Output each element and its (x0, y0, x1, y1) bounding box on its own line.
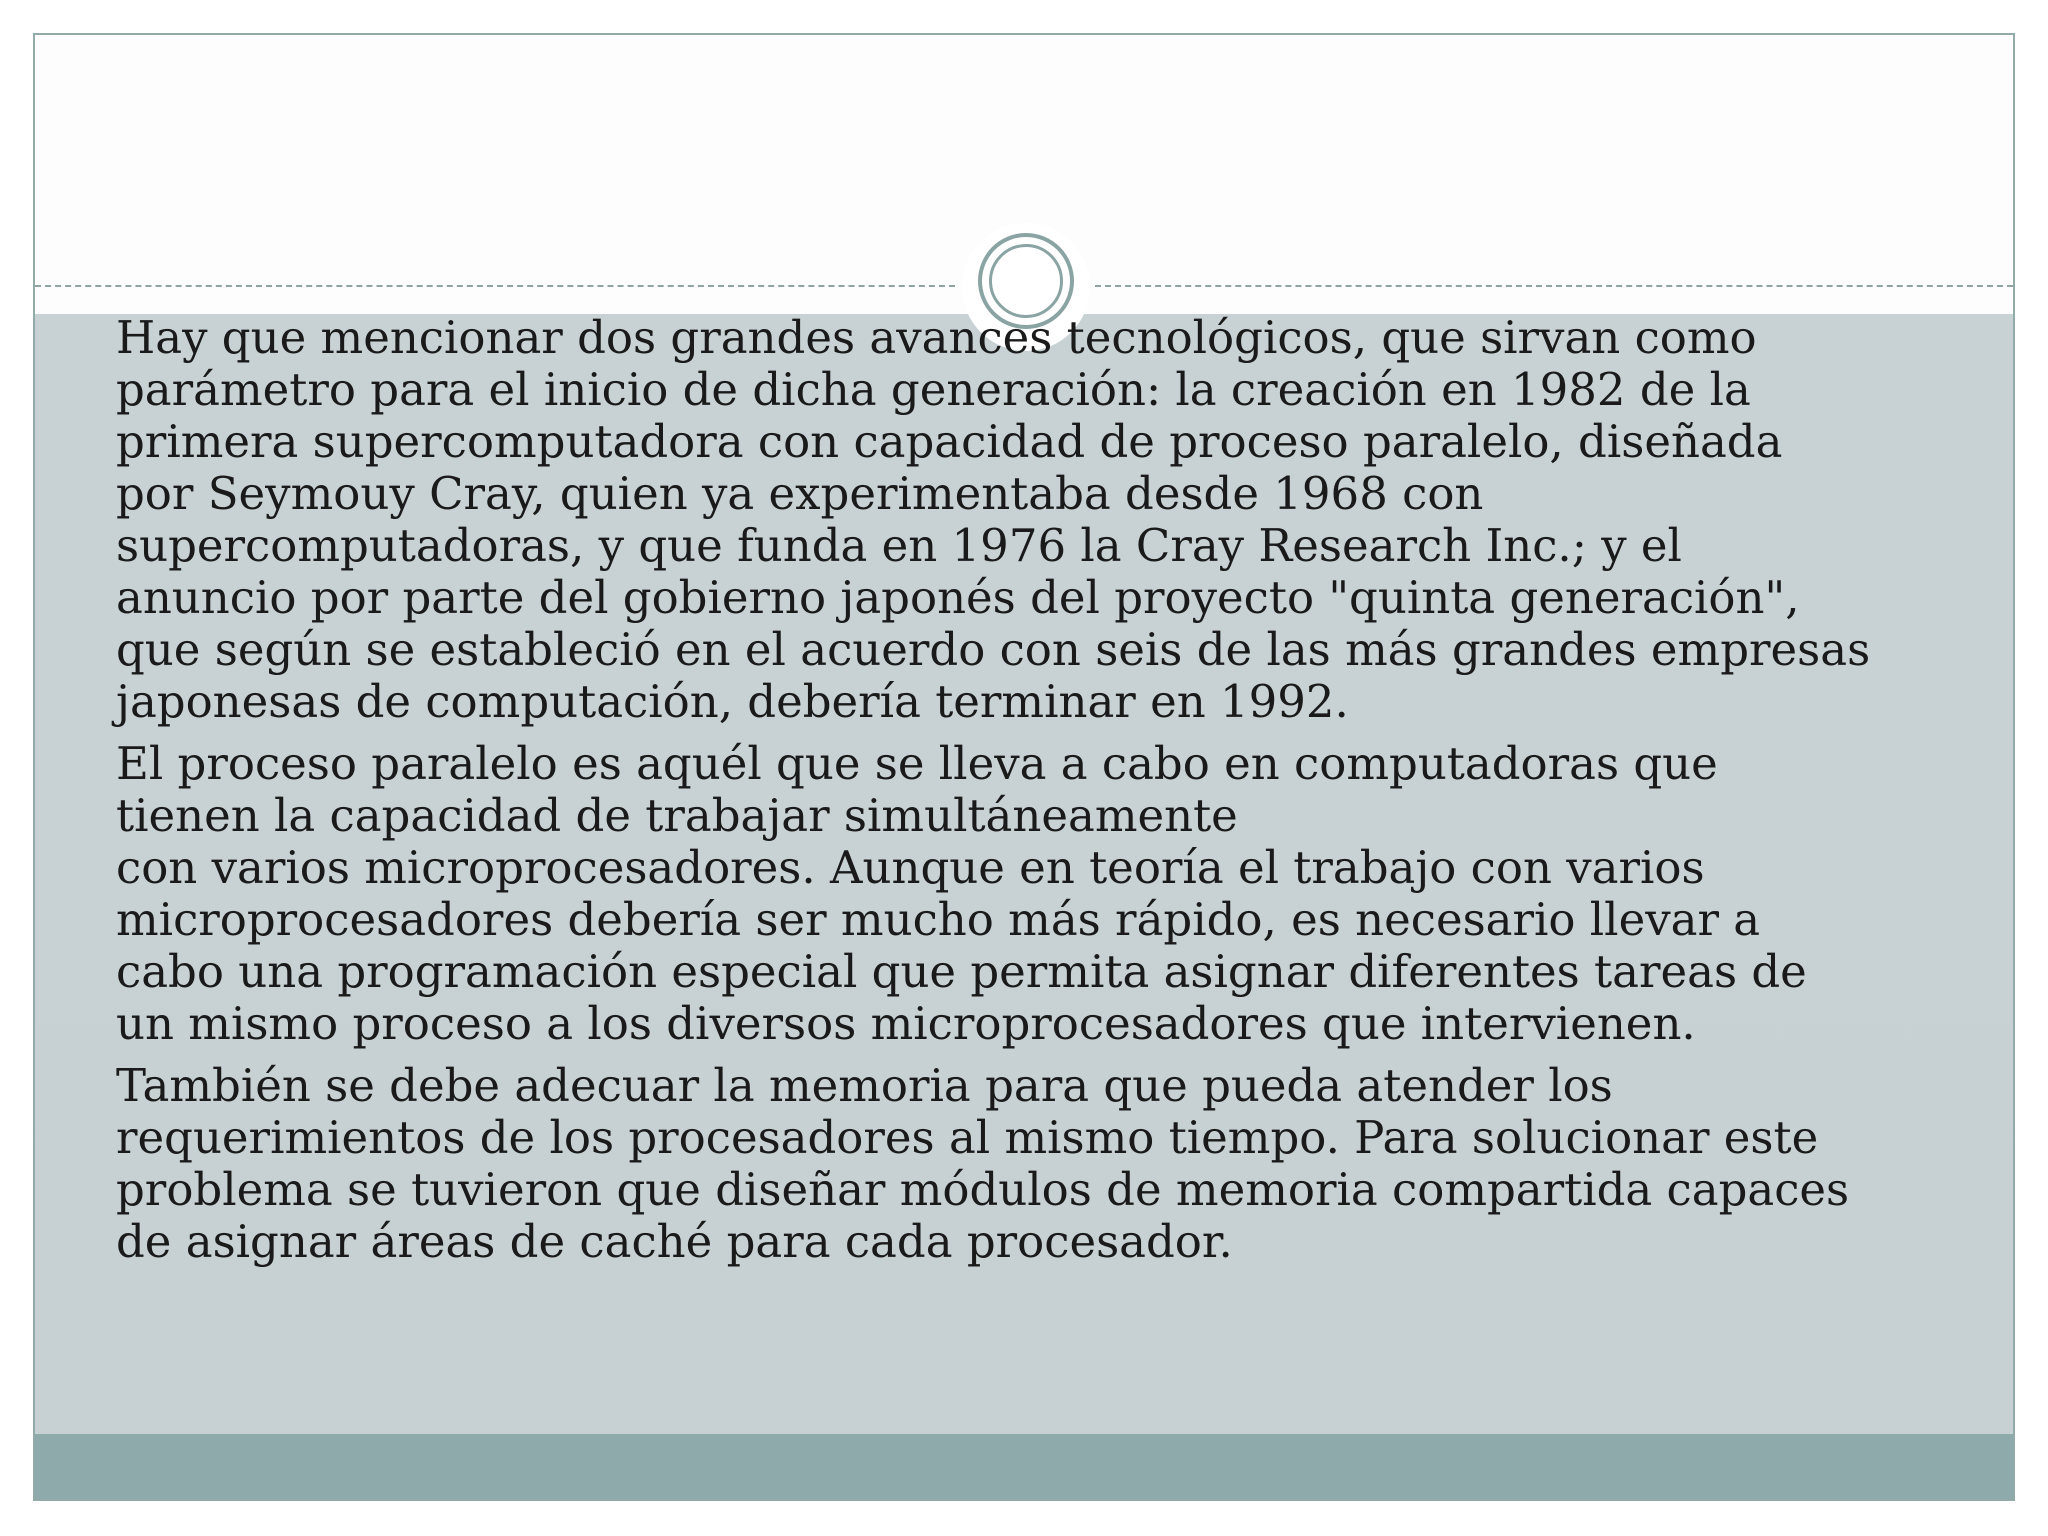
dashed-divider-left (35, 285, 955, 287)
text-line: japonesas de computación, debería terminar en 1992. (116, 675, 1349, 728)
footer-band (35, 1434, 2013, 1501)
text-line: El proceso paralelo es aquél que se lleva a cabo en computadoras que (116, 737, 1718, 790)
text-line: de asignar áreas de caché para cada procesador. (116, 1215, 1233, 1268)
text-line: parámetro para el inicio de dicha generación: la creación en 1982 de la (116, 363, 1751, 416)
text-line: anuncio por parte del gobierno japonés del proyecto "quinta generación", (116, 571, 1800, 624)
text-line: problema se tuvieron que diseñar módulos de memoria compartida capaces (116, 1163, 1850, 1216)
paragraph-3 (116, 1060, 1956, 1268)
text-line: Hay que mencionar dos grandes avances tecnológicos, que sirvan como (116, 311, 1757, 364)
slide-body-text (116, 312, 1956, 1278)
text-line: cabo una programación especial que permita asignar diferentes tareas de (116, 945, 1807, 998)
text-line: que según se estableció en el acuerdo con seis de las más grandes empresas (116, 623, 1871, 676)
text-line: También se debe adecuar la memoria para que pueda atender los (116, 1059, 1613, 1112)
double-ring-inner-icon (989, 244, 1063, 318)
text-line: requerimientos de los procesadores al mismo tiempo. Para solucionar este (116, 1111, 1819, 1164)
text-line: tienen la capacidad de trabajar simultáneamente (116, 789, 1238, 842)
text-line: un mismo proceso a los diversos microprocesadores que intervienen. (116, 997, 1696, 1050)
paragraph-1 (116, 312, 1956, 728)
paragraph-2 (116, 738, 1956, 1050)
text-line: primera supercomputadora con capacidad de proceso paralelo, diseñada (116, 415, 1783, 468)
text-line: microprocesadores debería ser mucho más rápido, es necesario llevar a (116, 893, 1761, 946)
text-line: con varios microprocesadores. Aunque en teoría el trabajo con varios (116, 841, 1705, 894)
text-line: supercomputadoras, y que funda en 1976 la Cray Research Inc.; y el (116, 519, 1682, 572)
text-line: por Seymouy Cray, quien ya experimentaba desde 1968 con (116, 467, 1484, 520)
dashed-divider-right (1095, 285, 2013, 287)
